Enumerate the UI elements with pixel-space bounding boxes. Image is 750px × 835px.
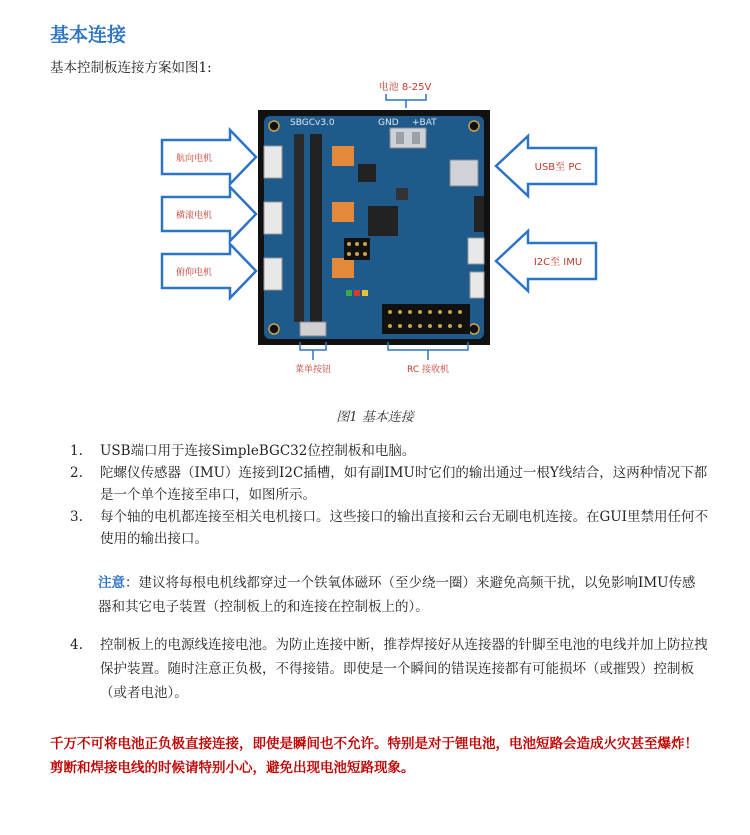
motor-label-yaw: 航向电机 — [175, 154, 213, 164]
battery-bracket — [386, 94, 426, 100]
mcu-chip — [368, 206, 398, 236]
gnd-label: GND — [378, 118, 399, 128]
note-text: ：建议将每根电机线都穿过一个铁氧体磁环（至少绕一圈）来避免高频干扰，以免影响IMU传感器和其它电子装置（控制板上的和连接在控制板上的）。 — [98, 575, 696, 615]
motor-label-roll: 横滚电机 — [175, 211, 213, 221]
usb-label: USB至 PC — [534, 162, 582, 173]
mount-hole — [469, 121, 479, 131]
board-diagram — [150, 78, 610, 383]
warning-text: 千万不可将电池正负极直接连接，即使是瞬间也不允许。特别是对于锂电池，电池短路会造成火灾甚至爆炸！剪断和焊接电线的时候请特别小心，避免出现电池短路现象。 — [50, 736, 698, 776]
list-item — [70, 506, 710, 550]
bat-label: +BAT — [412, 118, 437, 128]
list-number: 1. — [70, 443, 83, 459]
list-item — [70, 462, 710, 506]
mount-hole — [469, 324, 479, 334]
motor-connector-yaw — [264, 146, 282, 178]
figure-caption: 图1 基本连接 — [336, 410, 414, 425]
chip — [358, 164, 376, 182]
list-text: 控制板上的电源线连接电池。为防止连接中断，推荐焊接好从连接器的针脚至电池的电线并加上防拉拽保护装置。随时注意正负极，不得接错。即使是一个瞬间的错误连接都有可能损坏（或摧毁）控制板（或者电池）。 — [100, 637, 708, 701]
list-text: 每个轴的电机都连接至相关电机接口。这些接口的输出直接和云台无刷电机连接。在GUI里禁用任何不使用的输出接口。 — [100, 509, 708, 547]
menu-button-label: 菜单按钮 — [294, 365, 332, 375]
steps-list — [70, 440, 710, 550]
list-number: 3. — [70, 509, 83, 525]
mount-hole — [269, 324, 279, 334]
intro-text: 基本控制板连接方案如图1: — [50, 60, 212, 76]
list-item — [70, 633, 710, 705]
motor-connector-pitch — [264, 258, 282, 290]
mount-hole — [269, 121, 279, 131]
list-item — [70, 440, 710, 462]
rc-header — [382, 304, 470, 334]
note-block — [98, 571, 708, 619]
note-label: 注意 — [98, 575, 125, 591]
motor-connector-roll — [264, 202, 282, 234]
list-text: 陀螺仪传感器（IMU）连接到I2C插槽，如有副IMU时它们的输出通过一根Y线结合，这两种情况下都是一个单个连接至串口，如图所示。 — [100, 465, 708, 503]
battery-label: 电池 8-25V — [378, 82, 432, 93]
rc-receiver-label: RC 接收机 — [407, 365, 449, 375]
list-text: USB端口用于连接SimpleBGC32位控制板和电脑。 — [100, 443, 416, 459]
i2c-label: I2C至 IMU — [533, 257, 583, 268]
page-title: 基本连接 — [50, 24, 127, 46]
power-connector — [390, 128, 426, 148]
motor-label-pitch: 俯仰电机 — [175, 268, 213, 278]
list-number: 2. — [70, 465, 83, 481]
usb-port — [450, 160, 478, 186]
i2c-connector — [468, 238, 484, 264]
board-model: SBGCv3.0 — [290, 118, 335, 128]
chip — [396, 188, 408, 200]
menu-button — [300, 322, 326, 336]
list-number: 4. — [70, 637, 83, 653]
